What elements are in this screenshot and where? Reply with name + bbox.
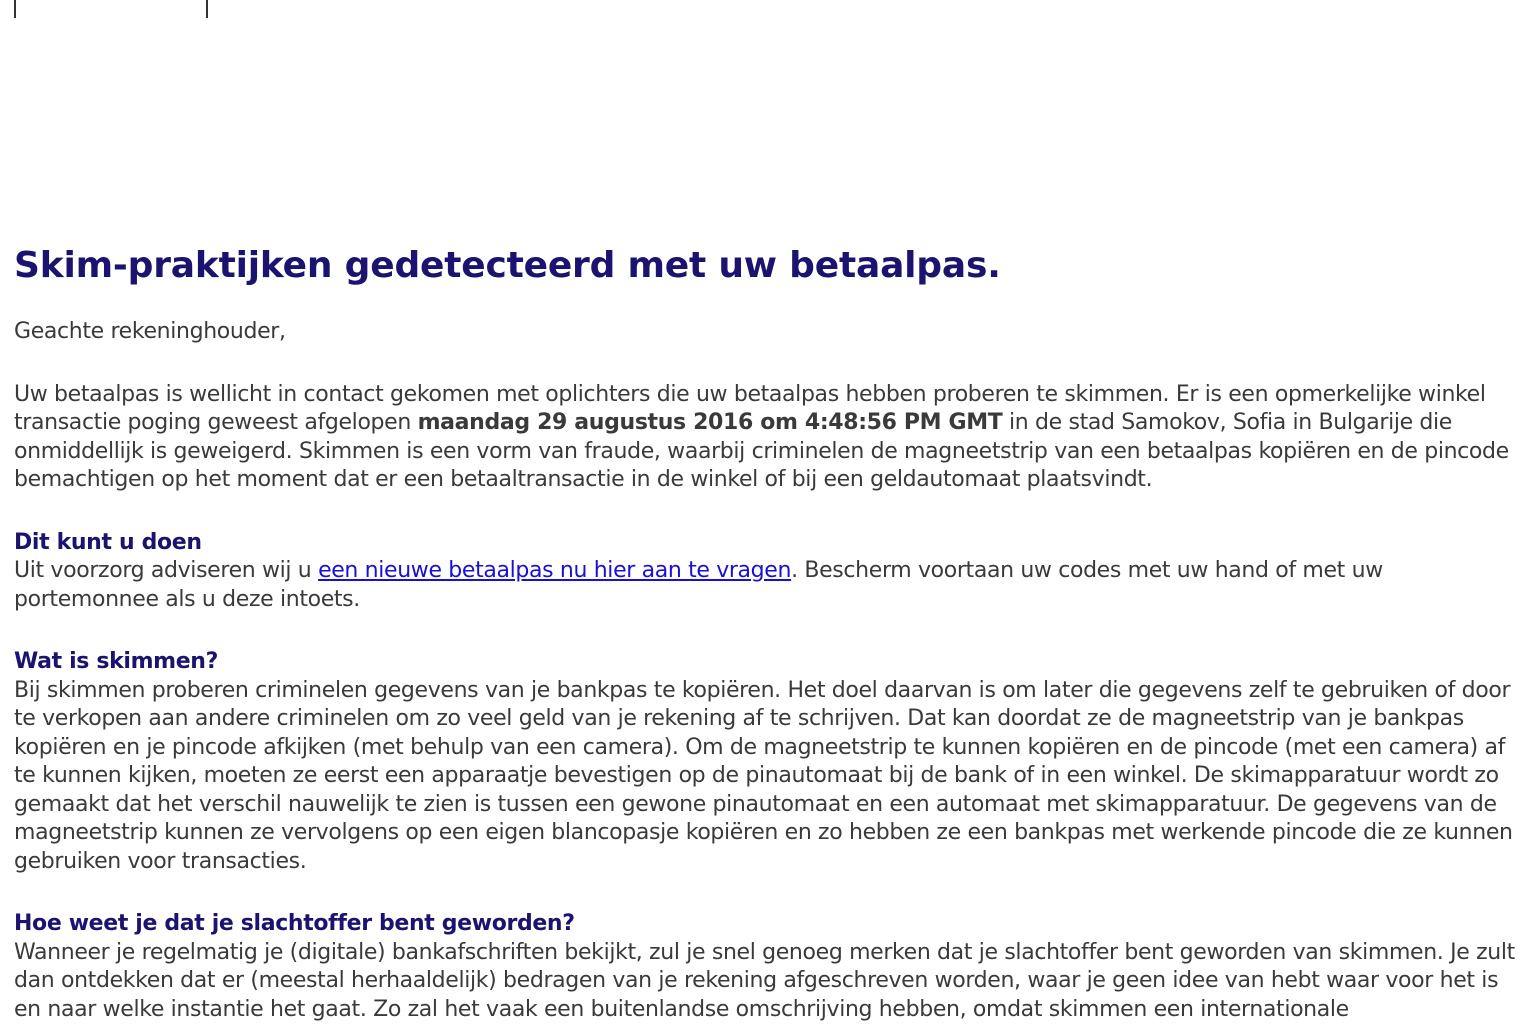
broken-image-placeholder [14,0,208,18]
intro-date-bold: maandag 29 augustus 2016 om 4:48:56 PM GMT [417,410,1003,435]
section-body-what-you-can-do [14,557,1524,614]
section1-text-before: Uit voorzorg adviseren wij u [14,558,319,583]
email-body [14,240,1524,1024]
salutation: Geachte rekeninghouder, [14,319,286,344]
email-title: Skim-praktijken gedetecteerd met uw betaalpas. [14,245,1001,286]
section-body-how-to-know-victim: Wanneer je regelmatig je (digitale) bankafschriften bekijkt, zul je snel genoeg merken dat je slachtoffer bent geworden van skimmen. Je zult dan ontdekken dat er (meestal herhaaldelijk) bedragen van je rekening afgeschreven worden, waar je geen idee van hebt waar voor het is en naar welke instantie het gaat. Zo zal het vaak een buitenlandse omschrijving hebben, omdat skimmen een internationale [14,939,1515,1022]
section-body-what-is-skimming: Bij skimmen proberen criminelen gegevens van je bankpas te kopiëren. Het doel daarvan is om later die gegevens zelf te gebruiken of door te verkopen aan andere criminelen om zo veel geld van je rekening af te schrijven. Dat kan doordat ze de magneetstrip van je bankpas kopiëren en je pincode afkijken (met behulp van een camera). Om de magneetstrip te kunnen kopiëren en de pincode (met een camera) af te kunnen kijken, moeten ze eerst een apparaatje bevestigen op de pinautomaat bij de bank of in een winkel. De skimapparatuur wordt zo gemaakt dat het verschil nauwelijk te zien is tussen een gewone pinautomaat en een automaat met skimapparatuur. De gegevens van de magneetstrip kunnen ze vervolgens op een eigen blancopasje kopiëren en zo hebben ze een bankpas met werkende pincode die ze kunnen gebruiken voor transacties. [14,677,1513,874]
intro-text-part1: Uw betaalpas is wellicht in contact gekomen met oplichters die uw betaalpas hebben proberen te skimmen. Er is een opmerkelijke winkel transactie poging geweest afgelopen [14,381,1486,435]
section-heading-what-is-skimming: Wat is skimmen? [14,649,219,674]
intro-paragraph [14,381,1524,495]
section1-text-after: . Bescherm voortaan uw codes met uw hand of met uw portemonnee als u deze intoets. [14,558,1383,612]
intro-text-part2: in de stad Samokov, Sofia in Bulgarije die onmiddellijk is geweigerd. Skimmen is een vorm van fraude, waarbij criminelen de magneetstrip van een betaalpas kopiëren en de pincode bemachtigen op het moment dat er een betaaltransactie in de winkel of bij een geldautomaat plaatsvindt. [14,410,1509,492]
section-heading-what-you-can-do: Dit kunt u doen [14,529,202,555]
section-what-is-skimming [14,648,1524,876]
request-new-card-link[interactable]: een nieuwe betaalpas nu hier aan te vragen [318,558,792,583]
section-what-you-can-do [14,529,1524,615]
section-how-to-know-victim [14,910,1524,1024]
section-heading-how-to-know-victim: Hoe weet je dat je slachtoffer bent geworden? [14,911,575,936]
